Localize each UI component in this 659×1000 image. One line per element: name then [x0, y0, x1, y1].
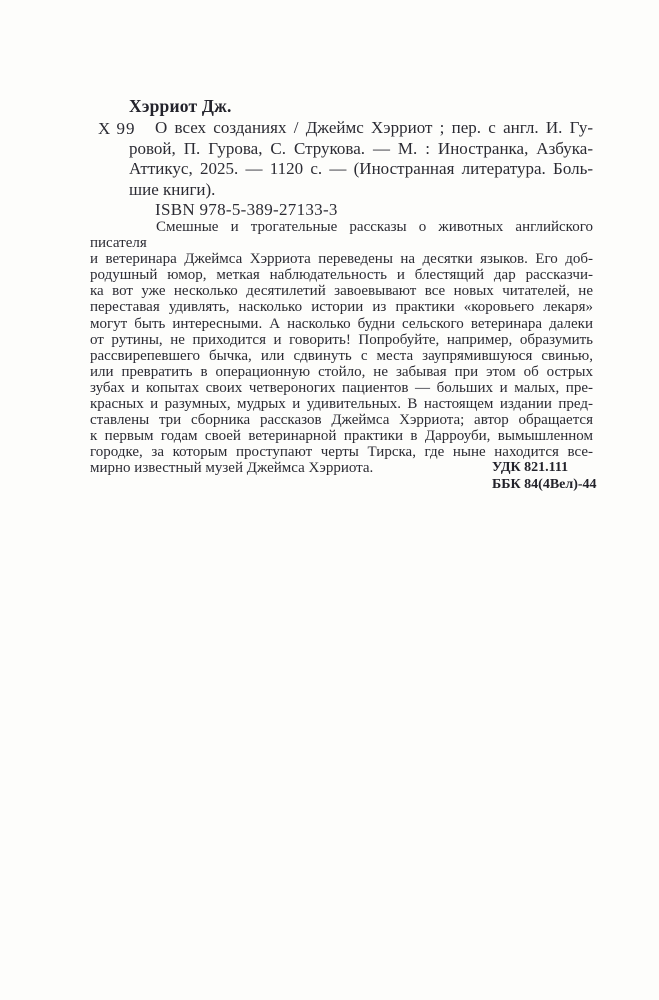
- bibliographic-entry-line: О всех созданиях / Джеймс Хэрриот ; пер. с англ. И. Гу-: [155, 118, 593, 137]
- annotation-line: от рутины, не приходится и говорить! Попробуйте, например, образумить: [90, 331, 593, 348]
- udk-code: УДК 821.111: [492, 460, 569, 475]
- classification-codes: [492, 459, 612, 493]
- annotation-line: мирно известный музей Джеймса Хэрриота.: [90, 460, 374, 477]
- annotation-line: могут быть интересными. А насколько будни сельского ветеринара далеки: [90, 315, 593, 332]
- bibliographic-entry-line: шие книги).: [129, 179, 216, 199]
- annotation-line: рассвирепевшего бычка, или сдвинуть с места заупрямившуюся свинью,: [90, 347, 593, 364]
- bibliographic-entry: [129, 118, 593, 200]
- annotation-line: ставлены три сборника рассказов Джеймса Хэрриота; автор обращается: [90, 412, 593, 429]
- author-heading: Хэрриот Дж.: [129, 96, 232, 116]
- annotation-line: и ветеринара Джеймса Хэрриота переведены на десятки языков. Его доб-: [90, 251, 593, 268]
- bibliographic-entry-line: ровой, П. Гурова, С. Струкова. — М. : Иностранка, Азбука-: [129, 138, 593, 158]
- catalog-code: Х 99: [98, 119, 136, 138]
- annotation-line: городке, за которым проступают черты Тирска, где ныне находится все-: [90, 444, 593, 461]
- annotation-line: родушный юмор, меткая наблюдательность и блестящий дар рассказчи-: [90, 267, 593, 284]
- annotation-line: Смешные и трогательные рассказы о животных английского писателя: [90, 219, 593, 252]
- annotation-line: или превратить в операционную стойло, не забывая при этом об острых: [90, 363, 593, 380]
- annotation-line: к первым годам своей ветеринарной практики в Дарроуби, вымышленном: [90, 428, 593, 445]
- annotation-line: зубах и копытах своих четвероногих пациентов — больших и малых, пре-: [90, 379, 593, 396]
- annotation-line: переставая удивлять, насколько истории из практики «коровьего лекаря»: [90, 299, 593, 316]
- bibliographic-entry-line: Аттикус, 2025. — 1120 с. — (Иностранная литература. Боль-: [129, 159, 593, 179]
- isbn-line: ISBN 978-5-389-27133-3: [155, 200, 338, 219]
- annotation-paragraph: [90, 219, 593, 477]
- annotation-line: красных и разумных, мудрых и удивительных. В настоящем издании пред-: [90, 396, 593, 413]
- annotation-line: ка вот уже несколько десятилетий завоевывают все новых читателей, не: [90, 283, 593, 300]
- bbk-code: ББК 84(4Вел)-44: [492, 477, 597, 492]
